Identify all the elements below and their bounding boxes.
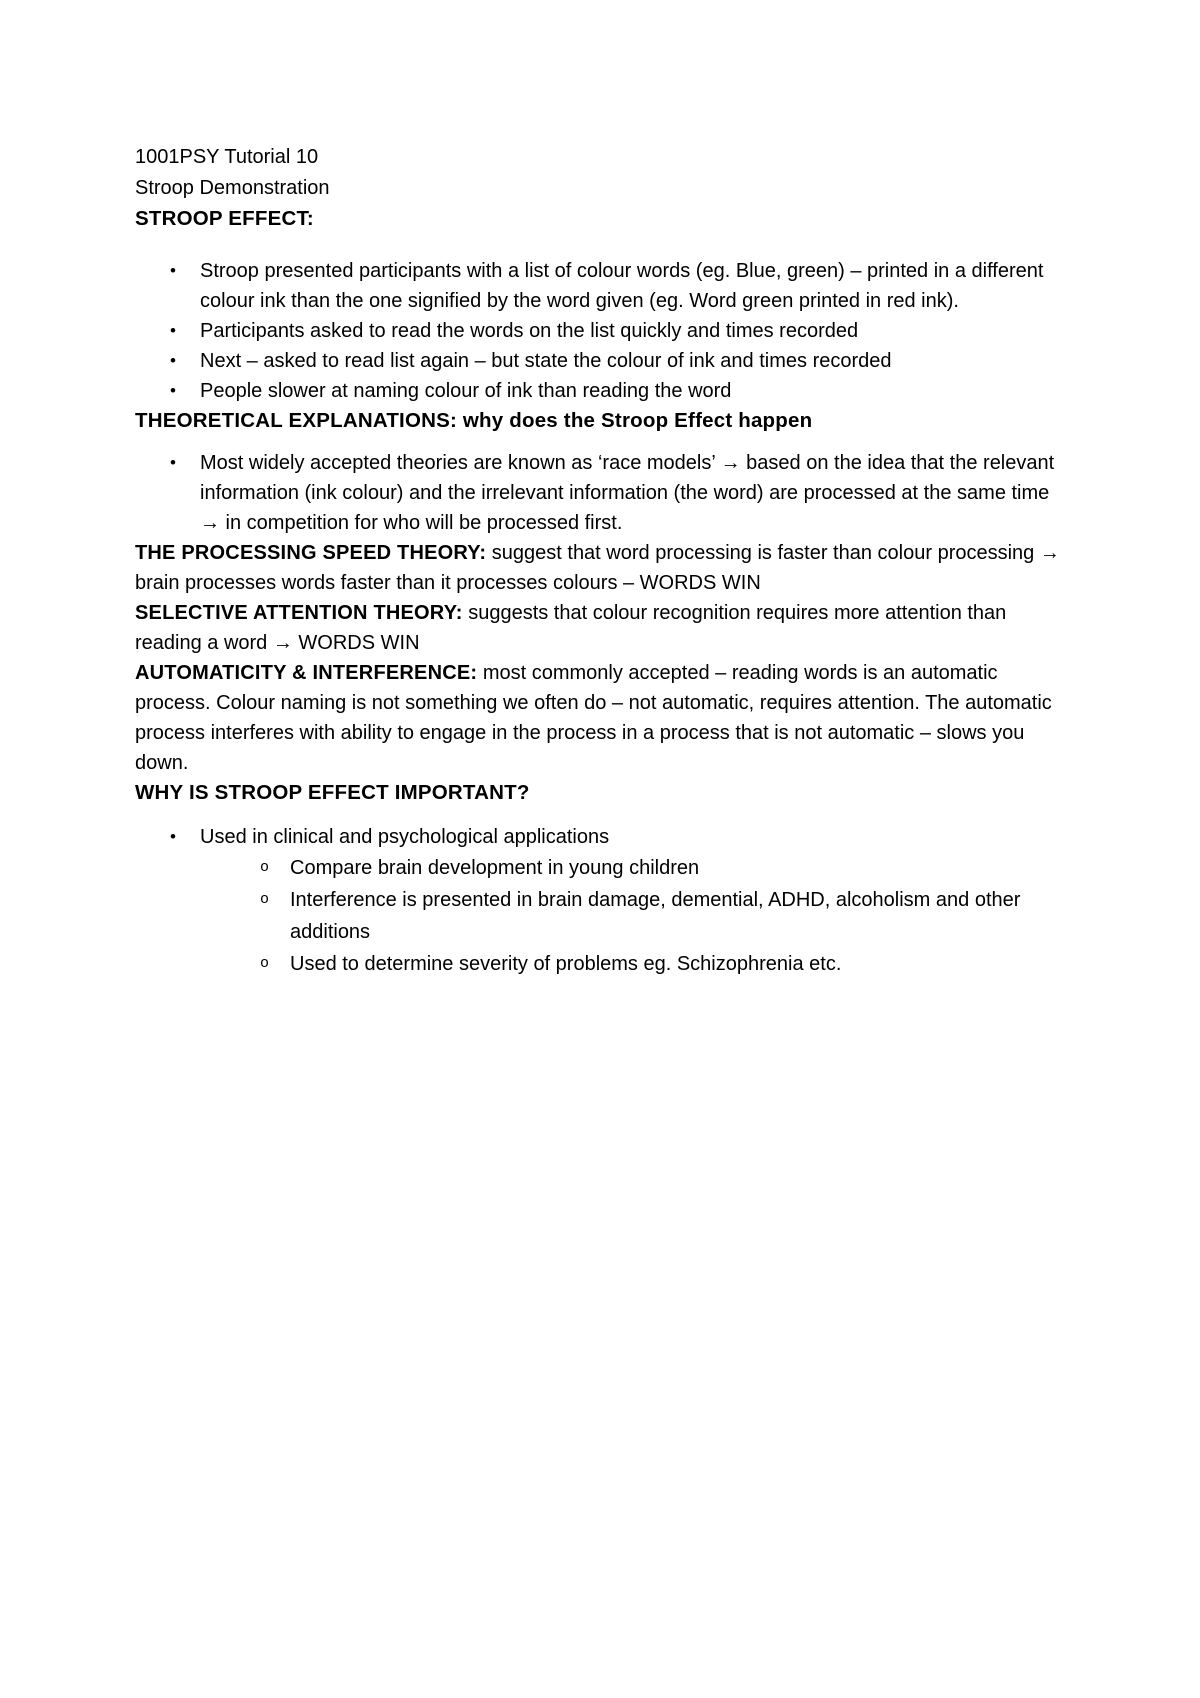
sub-bullet-item xyxy=(260,852,1067,884)
theory-text: suggest that word processing is faster than colour processing → brain processes words faster than it processes colours – WORDS WIN xyxy=(135,542,1060,594)
theory-text: most commonly accepted – reading words is an automatic process. Colour naming is not something we often do – not automatic, requires attention. The automatic process interferes with ability to engage in the process in a process that is not automatic – slows you down. xyxy=(135,662,1052,774)
bullet-marker: • xyxy=(170,321,176,340)
bullet-text: People slower at naming colour of ink than reading the word xyxy=(200,380,732,402)
bullet-item xyxy=(170,316,1067,346)
bullet-marker: • xyxy=(170,453,176,472)
importance-bullet-list xyxy=(135,822,1067,980)
bullet-item xyxy=(170,346,1067,376)
doc-title-line-1: 1001PSY Tutorial 10 xyxy=(135,146,319,168)
bullet-item xyxy=(170,256,1067,316)
section-heading-theoretical-explanations: THEORETICAL EXPLANATIONS: why does the Stroop Effect happen xyxy=(135,409,813,432)
bullet-marker: • xyxy=(170,827,176,846)
theory-text: suggests that colour recognition requires more attention than reading a word → WORDS WIN xyxy=(135,602,1007,654)
theory-paragraph-selective-attention xyxy=(135,598,1067,658)
sub-bullet-marker: o xyxy=(260,859,270,876)
bullet-text: Most widely accepted theories are known as ‘race models’ → based on the idea that the relevant information (ink colour) and the irrelevant information (the word) are processed at the same time → in competition for who will be processed first. xyxy=(200,452,1055,534)
bullet-text: Next – asked to read list again – but state the colour of ink and times recorded xyxy=(200,350,892,372)
bullet-item xyxy=(170,376,1067,406)
sub-bullet-text: Compare brain development in young children xyxy=(290,857,700,879)
section-heading-stroop-effect: STROOP EFFECT: xyxy=(135,207,314,230)
bullet-text xyxy=(200,822,1067,980)
theory-paragraph-automaticity-interference xyxy=(135,658,1067,778)
bullet-item xyxy=(170,448,1067,538)
bullet-text: Stroop presented participants with a list of colour words (eg. Blue, green) – printed in a different colour ink than the one signified by the word given (eg. Word green printed in red ink). xyxy=(200,260,1044,312)
stroop-effect-bullet-list xyxy=(135,256,1067,406)
bullet-marker: • xyxy=(170,381,176,400)
sub-bullet-text: Used to determine severity of problems eg. Schizophrenia etc. xyxy=(290,953,842,975)
doc-header xyxy=(135,142,1067,204)
sub-bullet-item xyxy=(260,948,1067,980)
theoretical-bullet-list xyxy=(135,448,1067,538)
bullet-text: Participants asked to read the words on the list quickly and times recorded xyxy=(200,320,859,342)
bullet-marker: • xyxy=(170,351,176,370)
section-heading-why-important: WHY IS STROOP EFFECT IMPORTANT? xyxy=(135,781,530,804)
bullet-text-main: Used in clinical and psychological applications xyxy=(200,826,610,848)
sub-bullet-marker: o xyxy=(260,891,270,908)
theory-label: THE PROCESSING SPEED THEORY: xyxy=(135,542,487,564)
bullet-item xyxy=(170,822,1067,980)
sub-bullet-text: Interference is presented in brain damage, demential, ADHD, alcoholism and other additions xyxy=(290,889,1021,943)
bullet-marker: • xyxy=(170,261,176,280)
sub-bullet-item xyxy=(260,884,1067,948)
importance-sub-bullet-list xyxy=(200,852,1067,980)
doc-title-line-2: Stroop Demonstration xyxy=(135,177,330,199)
theory-label: AUTOMATICITY & INTERFERENCE: xyxy=(135,662,478,684)
sub-bullet-marker: o xyxy=(260,955,270,972)
theory-label: SELECTIVE ATTENTION THEORY: xyxy=(135,602,463,624)
document-content xyxy=(135,142,1067,980)
theory-paragraph-processing-speed xyxy=(135,538,1067,598)
